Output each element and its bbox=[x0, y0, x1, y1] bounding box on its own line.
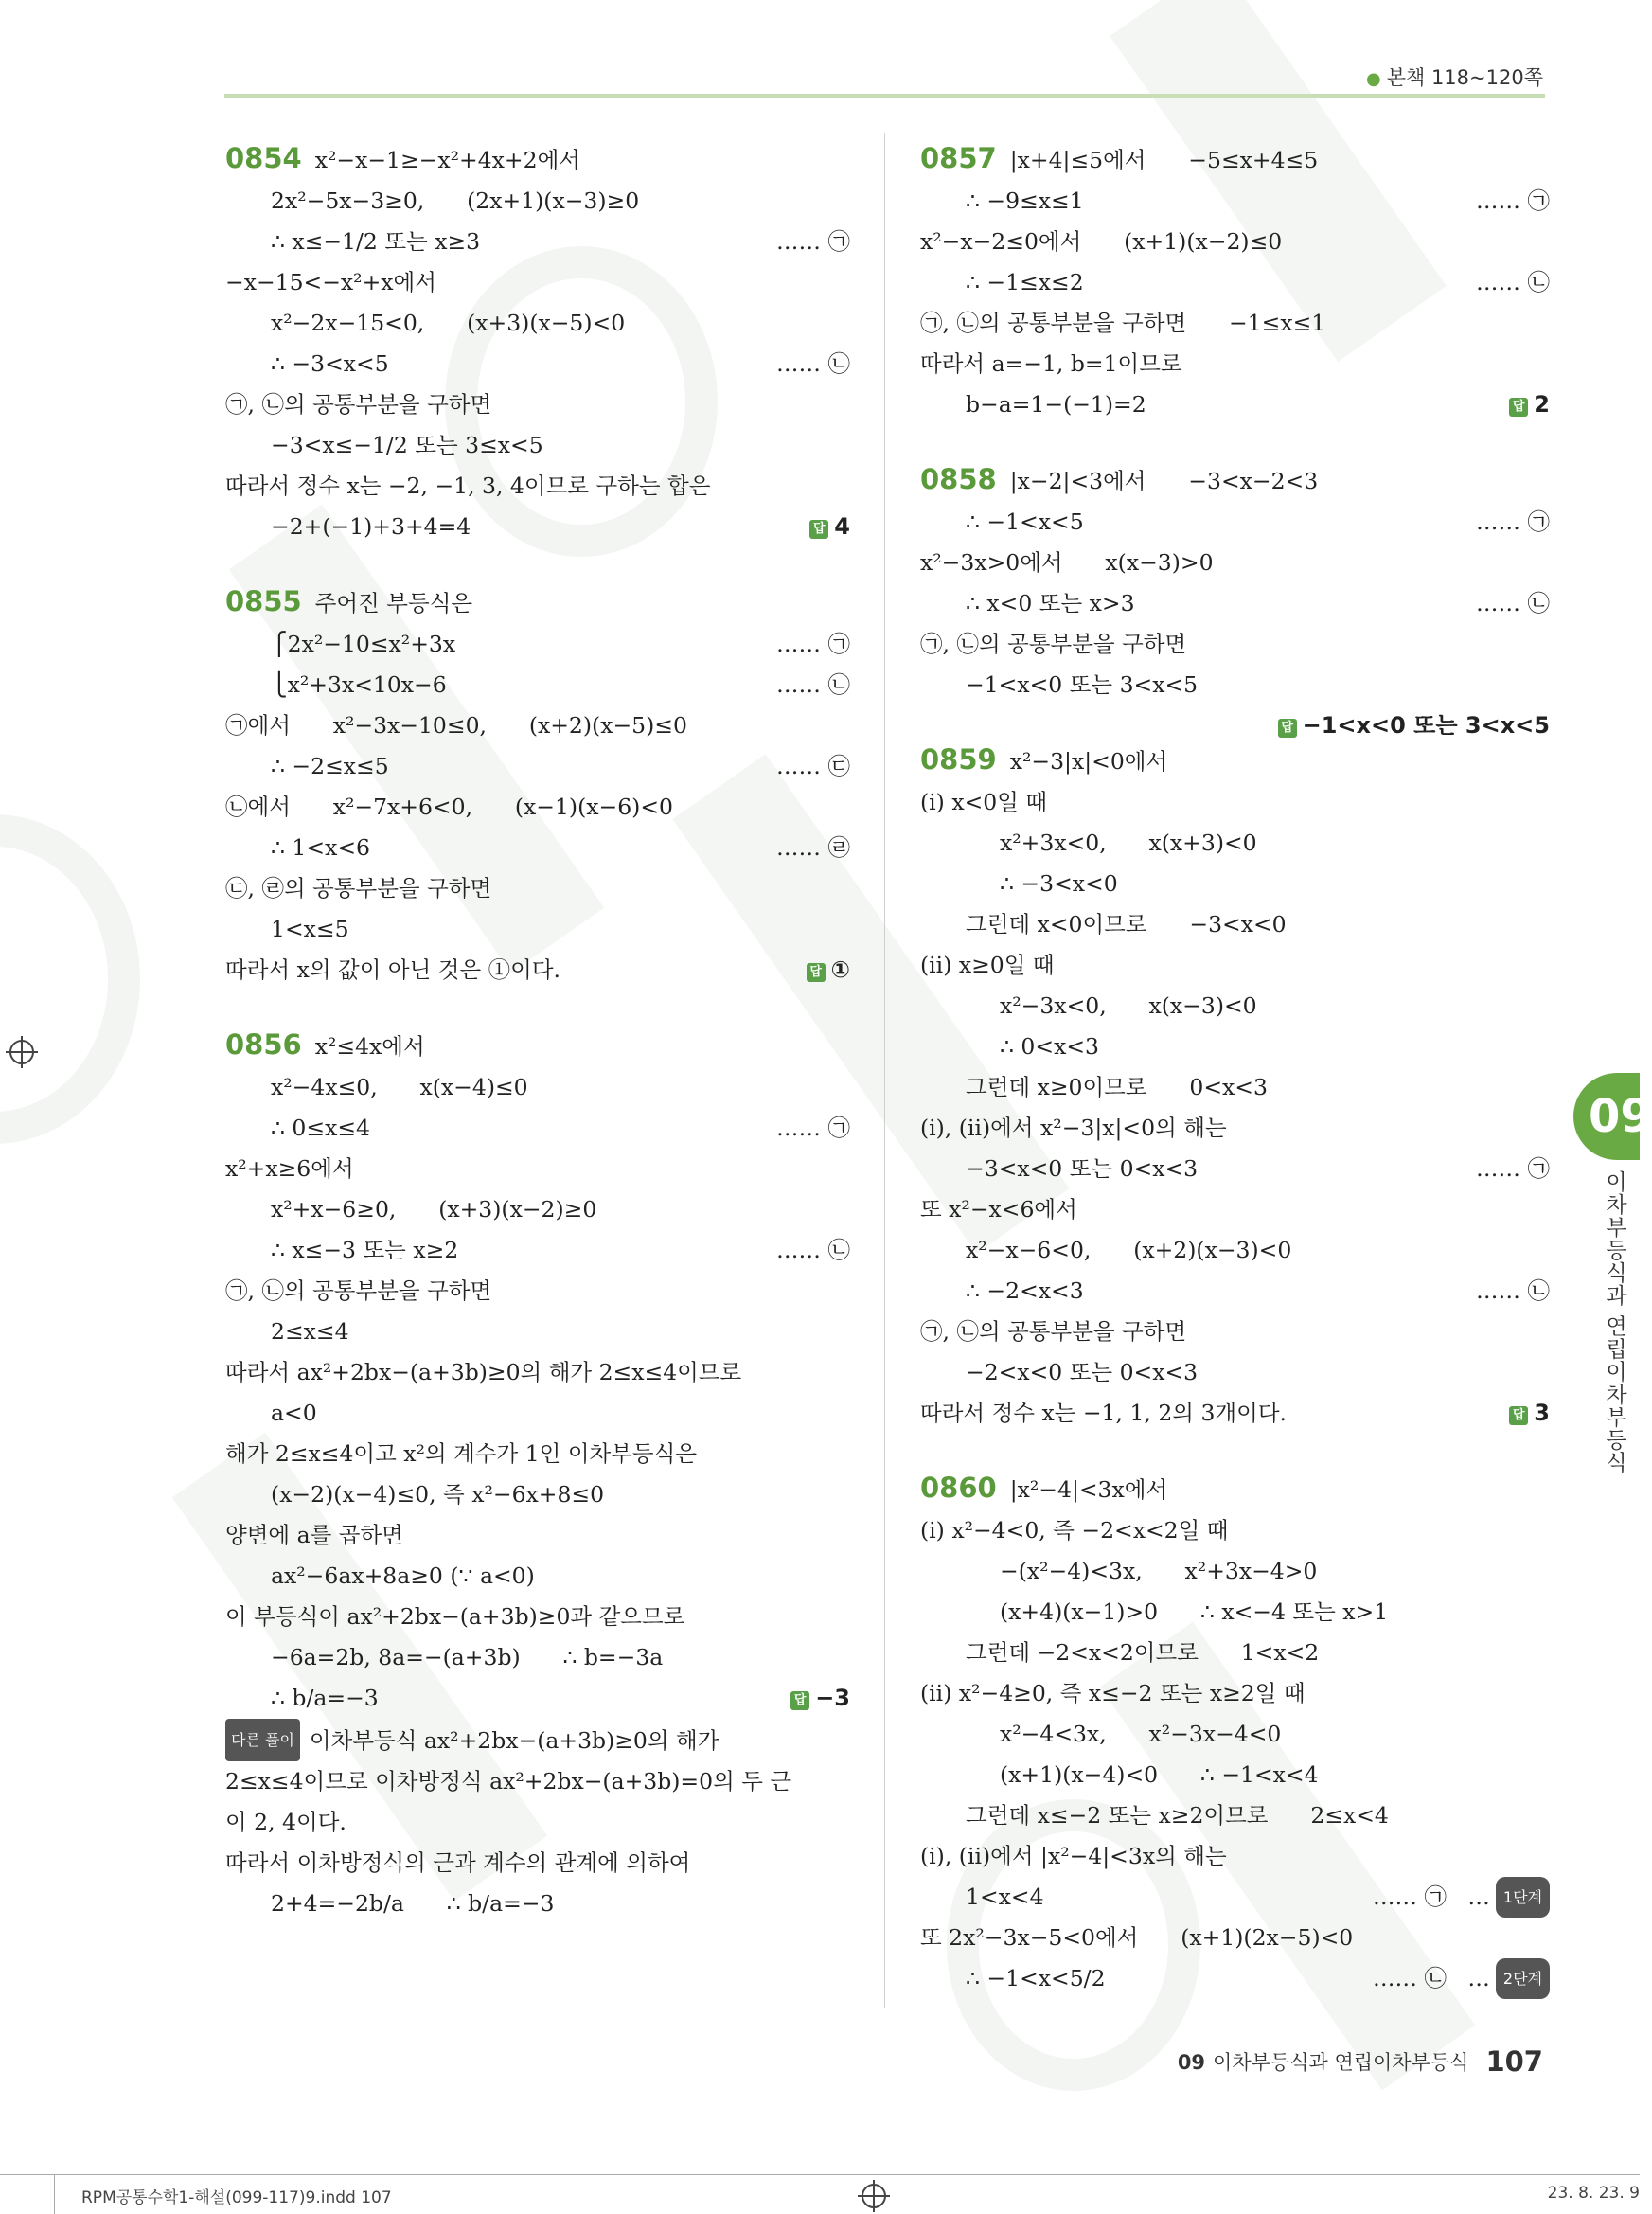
solution-line bbox=[225, 344, 850, 384]
equation-tag bbox=[1476, 1271, 1550, 1312]
solution-line bbox=[225, 1843, 850, 1884]
solution-line bbox=[225, 746, 850, 787]
equation-tag bbox=[1373, 1958, 1550, 1999]
solution-line bbox=[920, 1230, 1550, 1271]
line-text: −(x²−4)<3x, x²+3x−4>0 bbox=[1000, 1558, 1318, 1584]
line-text: ∴ −3<x<0 bbox=[1000, 870, 1118, 897]
problem-0856 bbox=[225, 1025, 850, 1924]
solution-line bbox=[225, 1312, 850, 1352]
solution-line bbox=[225, 384, 850, 425]
solution-line bbox=[920, 1468, 1550, 1510]
solution-line bbox=[920, 1027, 1550, 1067]
bullet-icon: ● bbox=[1365, 69, 1381, 89]
line-text: ㉠, ㉡의 공통부분을 구하면 bbox=[225, 391, 492, 418]
equation-tag bbox=[776, 665, 850, 705]
line-text: b−a=1−(−1)=2 bbox=[966, 391, 1146, 418]
solution-line bbox=[920, 1189, 1550, 1230]
chapter-tab bbox=[1573, 1073, 1652, 1160]
equation-tag bbox=[776, 624, 850, 665]
page-reference-text: 본책 118~120쪽 bbox=[1386, 66, 1543, 89]
line-text: 1<x<4 bbox=[966, 1884, 1044, 1910]
solution-line bbox=[920, 1149, 1550, 1189]
line-text: ∴ −1≤x≤2 bbox=[966, 269, 1084, 295]
solution-line bbox=[920, 344, 1550, 384]
registration-mark-icon bbox=[9, 1040, 34, 1064]
solution-line bbox=[920, 1673, 1550, 1714]
line-text: 주어진 부등식은 bbox=[314, 590, 473, 616]
line-text: ∴ b/a=−3 bbox=[271, 1685, 379, 1711]
line-text: x²≤4x에서 bbox=[314, 1033, 425, 1060]
equation-tag-text: …… ㉡ bbox=[776, 350, 850, 377]
solution-line bbox=[920, 303, 1550, 344]
line-text: x²−3x<0, x(x−3)<0 bbox=[1000, 992, 1257, 1019]
solution-line bbox=[920, 1755, 1550, 1795]
solution-line bbox=[920, 1312, 1550, 1352]
line-text: −1<x<0 또는 3<x<5 bbox=[966, 671, 1199, 698]
line-text: ㉢, ㉣의 공통부분을 구하면 bbox=[225, 875, 492, 902]
problem-number: 0858 bbox=[920, 463, 997, 495]
solution-line bbox=[920, 181, 1550, 222]
line-text: (x−2)(x−4)≤0, 즉 x²−6x+8≤0 bbox=[271, 1481, 605, 1508]
solution-line bbox=[225, 909, 850, 950]
solution-line bbox=[225, 1352, 850, 1393]
line-text: 2+4=−2b/a ∴ b/a=−3 bbox=[271, 1890, 555, 1917]
line-text: x²−4x≤0, x(x−4)≤0 bbox=[271, 1074, 528, 1100]
solution-line bbox=[225, 787, 850, 828]
equation-tag bbox=[1476, 502, 1550, 543]
line-text: x²−2x−15<0, (x+3)(x−5)<0 bbox=[271, 310, 626, 336]
solution-line bbox=[920, 823, 1550, 864]
solution-line bbox=[920, 1510, 1550, 1551]
line-text: ∴ −2<x<3 bbox=[966, 1277, 1084, 1304]
line-text: x²−3|x|<0에서 bbox=[1009, 748, 1168, 775]
problem-number: 0859 bbox=[920, 743, 997, 776]
solution-line bbox=[225, 581, 850, 624]
solution-line bbox=[225, 1025, 850, 1067]
chapter-tab-number: 09 bbox=[1589, 1090, 1652, 1143]
solution-line bbox=[920, 138, 1550, 181]
line-text: |x+4|≤5에서 −5≤x+4≤5 bbox=[1009, 147, 1319, 173]
line-text: ax²−6ax+8a≥0 (∵ a<0) bbox=[271, 1562, 535, 1589]
line-text: ㉠에서 x²−3x−10≤0, (x+2)(x−5)≤0 bbox=[225, 712, 687, 739]
answer-icon: 답 bbox=[1278, 719, 1297, 738]
solution-line bbox=[920, 665, 1550, 705]
step-badge: 2단계 bbox=[1496, 1958, 1550, 1999]
solution-line bbox=[225, 425, 850, 466]
equation-tag bbox=[776, 746, 850, 787]
trim-line bbox=[0, 2174, 1640, 2175]
line-text: ∴ −3<x<5 bbox=[271, 350, 389, 377]
solution-line bbox=[920, 1795, 1550, 1836]
line-text: ∴ 0≤x≤4 bbox=[271, 1115, 370, 1141]
solution-line bbox=[225, 1230, 850, 1271]
equation-tag-text: …… ㉡ bbox=[1476, 1277, 1550, 1304]
answer-value: 3 bbox=[1534, 1400, 1550, 1426]
answer-icon: 답 bbox=[790, 1691, 809, 1710]
chapter-tab-title: 이차부등식과 연립이차부등식 bbox=[1602, 1170, 1626, 1474]
solution-line bbox=[920, 1352, 1550, 1393]
line-text: 따라서 a=−1, b=1이므로 bbox=[920, 350, 1182, 377]
solution-line bbox=[920, 1918, 1550, 1958]
line-text: (i) x²−4<0, 즉 −2<x<2일 때 bbox=[920, 1517, 1229, 1544]
solution-line bbox=[225, 181, 850, 222]
line-text: |x−2|<3에서 −3<x−2<3 bbox=[1009, 468, 1319, 494]
answer-value: 2 bbox=[1534, 391, 1550, 418]
right-column bbox=[920, 138, 1550, 2033]
equation-tag bbox=[1476, 181, 1550, 222]
equation-tag-text: …… ㉢ bbox=[776, 753, 850, 779]
equation-tag-text: …… ㉠ … bbox=[1373, 1884, 1490, 1910]
problem-0855 bbox=[225, 581, 850, 991]
equation-tag-text: …… ㉠ bbox=[1476, 1155, 1550, 1182]
equation-tag-text: …… ㉠ bbox=[1476, 187, 1550, 214]
step-badge: 1단계 bbox=[1496, 1877, 1550, 1918]
line-text: −6a=2b, 8a=−(a+3b) ∴ b=−3a bbox=[271, 1644, 664, 1670]
solution-line bbox=[225, 1637, 850, 1678]
answer-icon: 답 bbox=[1509, 398, 1528, 417]
solution-line bbox=[225, 262, 850, 303]
line-text: 이차부등식 ax²+2bx−(a+3b)≥0의 해가 bbox=[309, 1727, 719, 1754]
page-number: 107 bbox=[1485, 2045, 1543, 2078]
solution-line bbox=[225, 1271, 850, 1312]
solution-line bbox=[920, 945, 1550, 986]
equation-tag-text: …… ㉠ bbox=[776, 631, 850, 657]
line-text: ∴ 1<x<6 bbox=[271, 834, 370, 861]
answer bbox=[1509, 384, 1550, 425]
header-rule bbox=[224, 94, 1545, 98]
line-text: 2≤x≤4 bbox=[271, 1318, 349, 1345]
equation-tag bbox=[776, 344, 850, 384]
problem-0854 bbox=[225, 138, 850, 547]
answer bbox=[807, 950, 850, 991]
line-text: ㉠, ㉡의 공통부분을 구하면 bbox=[920, 631, 1187, 657]
answer bbox=[809, 507, 850, 547]
solution-line bbox=[225, 1067, 850, 1108]
line-text: 그런데 x≤−2 또는 x≥2이므로 2≤x<4 bbox=[966, 1802, 1389, 1829]
solution-line bbox=[920, 624, 1550, 665]
equation-tag bbox=[1476, 1149, 1550, 1189]
running-footer bbox=[1178, 2045, 1543, 2078]
problem-0860 bbox=[920, 1468, 1550, 1999]
solution-line bbox=[920, 1108, 1550, 1149]
line-text: 또 x²−x<6에서 bbox=[920, 1196, 1077, 1223]
solution-line bbox=[920, 1633, 1550, 1673]
footer-title: 이차부등식과 연립이차부등식 bbox=[1213, 2051, 1469, 2074]
line-text: 이 2, 4이다. bbox=[225, 1809, 346, 1835]
line-text: x²+x≥6에서 bbox=[225, 1155, 354, 1182]
line-text: (x+4)(x−1)>0 ∴ x<−4 또는 x>1 bbox=[1000, 1598, 1389, 1625]
problem-0858 bbox=[920, 459, 1550, 739]
line-text: a<0 bbox=[271, 1400, 317, 1426]
line-text: (x+1)(x−4)<0 ∴ −1<x<4 bbox=[1000, 1761, 1319, 1788]
equation-tag-text: …… ㉣ bbox=[776, 834, 850, 861]
line-text: −2<x<0 또는 0<x<3 bbox=[966, 1359, 1199, 1385]
problem-0859 bbox=[920, 740, 1550, 1434]
line-text: x²−3x>0에서 x(x−3)>0 bbox=[920, 549, 1214, 576]
solution-line bbox=[225, 466, 850, 507]
line-text: ∴ −1<x<5 bbox=[966, 509, 1084, 535]
equation-tag-text: …… ㉠ bbox=[776, 1115, 850, 1141]
solution-line bbox=[225, 1719, 850, 1761]
equation-tag-text: …… ㉡ bbox=[1476, 590, 1550, 616]
solution-line bbox=[920, 1067, 1550, 1108]
solution-line bbox=[225, 828, 850, 868]
solution-line bbox=[920, 1958, 1550, 1999]
watermark-circle bbox=[0, 814, 140, 1144]
line-text: 그런데 x<0이므로 −3<x<0 bbox=[966, 911, 1287, 937]
line-text: 그런데 −2<x<2이므로 1<x<2 bbox=[966, 1639, 1320, 1666]
print-file-info: RPM공통수학1-해설(099-117)9.indd 107 bbox=[81, 2188, 392, 2207]
line-text: ⎩x²+3x<10x−6 bbox=[271, 671, 447, 698]
answer-icon: 답 bbox=[1509, 1406, 1528, 1425]
line-text: x²−x−1≥−x²+4x+2에서 bbox=[314, 147, 580, 173]
line-text: |x²−4|<3x에서 bbox=[1009, 1476, 1168, 1503]
answer bbox=[790, 1678, 850, 1719]
line-text: 2x²−5x−3≥0, (2x+1)(x−3)≥0 bbox=[271, 187, 640, 214]
line-text: 2≤x≤4이므로 이차방정식 ax²+2bx−(a+3b)=0의 두 근 bbox=[225, 1768, 792, 1794]
answer-icon: 답 bbox=[809, 520, 828, 539]
answer-icon: 답 bbox=[807, 963, 826, 982]
line-text: (i) x<0일 때 bbox=[920, 789, 1048, 815]
solution-line bbox=[225, 1434, 850, 1474]
line-text: ㉡에서 x²−7x+6<0, (x−1)(x−6)<0 bbox=[225, 794, 673, 820]
solution-line bbox=[920, 502, 1550, 543]
solution-line bbox=[225, 624, 850, 665]
equation-tag-text: …… ㉡ bbox=[1476, 269, 1550, 295]
footer-chapter: 09 bbox=[1177, 2051, 1206, 2074]
solution-line bbox=[225, 950, 850, 991]
solution-line bbox=[920, 1836, 1550, 1877]
problem-number: 0857 bbox=[920, 142, 997, 174]
equation-tag bbox=[776, 1108, 850, 1149]
solution-line bbox=[920, 1592, 1550, 1633]
solution-line bbox=[225, 1678, 850, 1719]
problem-number: 0860 bbox=[920, 1472, 997, 1504]
solution-line bbox=[920, 1393, 1550, 1434]
line-text: 따라서 정수 x는 −2, −1, 3, 4이므로 구하는 합은 bbox=[225, 473, 711, 499]
line-text: 이 부등식이 ax²+2bx−(a+3b)≥0과 같으므로 bbox=[225, 1603, 685, 1630]
line-text: x²+3x<0, x(x+3)<0 bbox=[1000, 830, 1257, 856]
solution-line bbox=[920, 583, 1550, 624]
solution-line bbox=[225, 1108, 850, 1149]
equation-tag bbox=[1476, 583, 1550, 624]
solution-line bbox=[920, 740, 1550, 782]
solution-line bbox=[225, 705, 850, 746]
solution-line bbox=[225, 1474, 850, 1515]
answer-value: −1<x<0 또는 3<x<5 bbox=[1302, 712, 1550, 739]
solution-line bbox=[225, 1761, 850, 1802]
line-text: ∴ x≤−3 또는 x≥2 bbox=[271, 1237, 459, 1263]
answer-value: −3 bbox=[815, 1685, 850, 1711]
line-text: (i), (ii)에서 |x²−4|<3x의 해는 bbox=[920, 1843, 1227, 1869]
line-text: ∴ −1<x<5/2 bbox=[966, 1965, 1106, 1991]
solution-line bbox=[225, 1802, 850, 1843]
line-text: −3<x<0 또는 0<x<3 bbox=[966, 1155, 1199, 1182]
line-text: x²+x−6≥0, (x+3)(x−2)≥0 bbox=[271, 1196, 597, 1223]
line-text: (ii) x≥0일 때 bbox=[920, 952, 1055, 978]
equation-tag-text: …… ㉠ bbox=[776, 228, 850, 255]
problem-number: 0855 bbox=[225, 585, 302, 617]
line-text: ∴ 0<x<3 bbox=[1000, 1033, 1099, 1060]
line-text: 1<x≤5 bbox=[271, 916, 349, 942]
solution-line bbox=[920, 384, 1550, 425]
solution-line bbox=[225, 1189, 850, 1230]
line-text: x²−x−2≤0에서 (x+1)(x−2)≤0 bbox=[920, 228, 1283, 255]
answer-value: ① bbox=[830, 956, 850, 983]
line-text: −2+(−1)+3+4=4 bbox=[271, 513, 471, 540]
answer-value: 4 bbox=[834, 513, 850, 540]
solution-line bbox=[920, 1551, 1550, 1592]
problem-number: 0856 bbox=[225, 1028, 302, 1061]
solution-line bbox=[225, 507, 850, 547]
solution-line bbox=[225, 1393, 850, 1434]
line-text: 양변에 a를 곱하면 bbox=[225, 1522, 403, 1548]
equation-tag-text: …… ㉡ bbox=[776, 1237, 850, 1263]
line-text: x²−4<3x, x²−3x−4<0 bbox=[1000, 1721, 1282, 1747]
solution-line bbox=[225, 303, 850, 344]
line-text: ㉠, ㉡의 공통부분을 구하면 bbox=[225, 1277, 492, 1304]
solution-line bbox=[225, 1515, 850, 1556]
line-text: ⎧2x²−10≤x²+3x bbox=[271, 631, 456, 657]
equation-tag bbox=[776, 1230, 850, 1271]
solution-line bbox=[920, 1714, 1550, 1755]
line-text: 따라서 이차방정식의 근과 계수의 관계에 의하여 bbox=[225, 1849, 691, 1876]
solution-line bbox=[920, 1271, 1550, 1312]
solution-line bbox=[225, 222, 850, 262]
line-text: 따라서 ax²+2bx−(a+3b)≥0의 해가 2≤x≤4이므로 bbox=[225, 1359, 742, 1385]
line-text: (ii) x²−4≥0, 즉 x≤−2 또는 x≥2일 때 bbox=[920, 1680, 1306, 1706]
equation-tag-text: …… ㉡ … bbox=[1373, 1965, 1490, 1991]
registration-mark-icon bbox=[862, 2184, 886, 2208]
solution-line bbox=[225, 1597, 850, 1637]
problem-number: 0854 bbox=[225, 142, 302, 174]
line-text: 따라서 정수 x는 −1, 1, 2의 3개이다. bbox=[920, 1400, 1287, 1426]
line-text: ㉠, ㉡의 공통부분을 구하면 −1≤x≤1 bbox=[920, 310, 1326, 336]
line-text: −3<x≤−1/2 또는 3≤x<5 bbox=[271, 432, 543, 458]
solution-line bbox=[920, 782, 1550, 823]
solution-line bbox=[225, 665, 850, 705]
solution-line bbox=[920, 986, 1550, 1027]
solution-line bbox=[225, 1149, 850, 1189]
line-text: 따라서 x의 값이 아닌 것은 ①이다. bbox=[225, 956, 560, 983]
equation-tag-text: …… ㉠ bbox=[1476, 509, 1550, 535]
solution-line bbox=[920, 459, 1550, 502]
line-text: ㉠, ㉡의 공통부분을 구하면 bbox=[920, 1318, 1187, 1345]
column-divider bbox=[884, 133, 885, 2008]
solution-line bbox=[225, 138, 850, 181]
equation-tag bbox=[1476, 262, 1550, 303]
line-text: ∴ x≤−1/2 또는 x≥3 bbox=[271, 228, 481, 255]
line-text: 또 2x²−3x−5<0에서 (x+1)(2x−5)<0 bbox=[920, 1924, 1354, 1951]
answer bbox=[1509, 1393, 1550, 1434]
line-text: −x−15<−x²+x에서 bbox=[225, 269, 436, 295]
line-text: ∴ −9≤x≤1 bbox=[966, 187, 1084, 214]
solution-line bbox=[920, 262, 1550, 303]
line-text: 해가 2≤x≤4이고 x²의 계수가 1인 이차부등식은 bbox=[225, 1440, 698, 1467]
equation-tag bbox=[776, 828, 850, 868]
solution-line bbox=[920, 1877, 1550, 1918]
equation-tag bbox=[776, 222, 850, 262]
equation-tag-text: …… ㉡ bbox=[776, 671, 850, 698]
line-text: ∴ x<0 또는 x>3 bbox=[966, 590, 1135, 616]
print-date: 23. 8. 23. 9 bbox=[1547, 2184, 1640, 2203]
line-text: 그런데 x≥0이므로 0<x<3 bbox=[966, 1074, 1268, 1100]
page-reference bbox=[1366, 62, 1543, 91]
equation-tag bbox=[1373, 1877, 1550, 1918]
line-text: (i), (ii)에서 x²−3|x|<0의 해는 bbox=[920, 1115, 1227, 1141]
problem-0857 bbox=[920, 138, 1550, 425]
trim-tick bbox=[54, 2174, 55, 2214]
solution-line bbox=[920, 543, 1550, 583]
solution-line bbox=[920, 222, 1550, 262]
solution-line bbox=[920, 864, 1550, 904]
solution-line bbox=[225, 868, 850, 909]
solution-line bbox=[920, 904, 1550, 945]
solution-line bbox=[225, 1556, 850, 1597]
left-column bbox=[225, 138, 850, 1958]
solution-line bbox=[225, 1884, 850, 1924]
line-text: ∴ −2≤x≤5 bbox=[271, 753, 389, 779]
line-text: x²−x−6<0, (x+2)(x−3)<0 bbox=[966, 1237, 1292, 1263]
alt-solution-badge: 다른 풀이 bbox=[225, 1719, 300, 1761]
